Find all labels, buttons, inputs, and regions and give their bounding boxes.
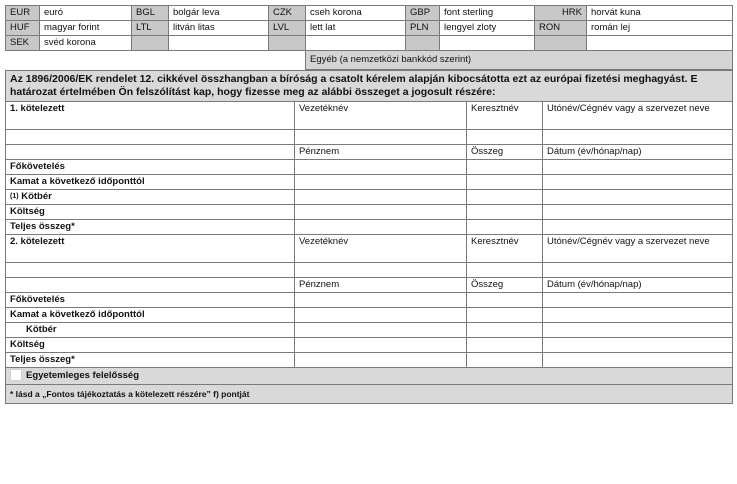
empty-cell: [440, 36, 535, 51]
claim-row: [6, 205, 733, 220]
row-label: Főkövetelés: [6, 293, 295, 308]
row-label: Kamat a következő időponttól: [6, 308, 295, 323]
other-currency-label: Egyéb (a nemzetközi bankkód szerint): [306, 51, 733, 70]
date-field[interactable]: [543, 308, 733, 323]
amount-label: Összeg: [467, 145, 543, 160]
row-label: Teljes összeg*: [6, 353, 295, 368]
currency-name: litván litas: [169, 21, 269, 36]
amount-header-row: [6, 278, 733, 293]
claim-row: [6, 353, 733, 368]
currency-table: [5, 5, 733, 70]
amount-field[interactable]: [467, 353, 543, 368]
row-label: Költség: [6, 205, 295, 220]
amount-field[interactable]: [467, 205, 543, 220]
company-label: Utónév/Cégnév vagy a szervezet neve: [543, 235, 733, 263]
empty-cell: [406, 36, 440, 51]
date-field[interactable]: [543, 323, 733, 338]
footnote-mark: (1): [10, 193, 19, 200]
amount-field[interactable]: [467, 323, 543, 338]
currency-name: horvát kuna: [587, 6, 733, 21]
date-field[interactable]: [543, 175, 733, 190]
currency-field[interactable]: [295, 190, 467, 205]
company-label: Utónév/Cégnév vagy a szervezet neve: [543, 102, 733, 130]
joint-liability-label: Egyetemleges felelősség: [26, 370, 139, 381]
currency-name: magyar forint: [40, 21, 132, 36]
currency-code: CZK: [269, 6, 306, 21]
joint-liability-cell: [6, 368, 733, 385]
empty-cell: [306, 36, 406, 51]
currency-code: LVL: [269, 21, 306, 36]
claim-row: [6, 190, 733, 205]
payment-order-form: [5, 5, 732, 404]
empty-cell: [6, 51, 306, 70]
firstname-field[interactable]: [467, 130, 543, 145]
joint-liability-checkbox[interactable]: [10, 369, 22, 381]
empty-cell: [6, 278, 295, 293]
currency-field[interactable]: [295, 220, 467, 235]
row-label: Teljes összeg*: [6, 220, 295, 235]
debtor1-title: 1. kötelezett: [6, 102, 295, 130]
currency-field[interactable]: [295, 160, 467, 175]
currency-name: cseh korona: [306, 6, 406, 21]
surname-field[interactable]: [295, 263, 467, 278]
other-currency-row: [6, 51, 733, 70]
currency-name: bolgár leva: [169, 6, 269, 21]
row-label: Költség: [6, 338, 295, 353]
date-field[interactable]: [543, 293, 733, 308]
debtor-name-input-row: [6, 130, 733, 145]
empty-cell: [6, 145, 295, 160]
currency-field[interactable]: [295, 293, 467, 308]
currency-name: lett lat: [306, 21, 406, 36]
debtor-table: [5, 70, 733, 404]
currency-code: EUR: [6, 6, 40, 21]
empty-cell: [535, 36, 587, 51]
currency-name: font sterling: [440, 6, 535, 21]
claim-row: [6, 338, 733, 353]
amount-field[interactable]: [467, 220, 543, 235]
currency-field[interactable]: [295, 353, 467, 368]
currency-field[interactable]: [295, 175, 467, 190]
empty-cell: [169, 36, 269, 51]
company-field[interactable]: [543, 130, 733, 145]
amount-field[interactable]: [467, 338, 543, 353]
currency-code: PLN: [406, 21, 440, 36]
currency-name: svéd korona: [40, 36, 132, 51]
currency-field[interactable]: [295, 308, 467, 323]
firstname-label: Keresztnév: [467, 235, 543, 263]
currency-code: BGL: [132, 6, 169, 21]
debtor2-title: 2. kötelezett: [6, 235, 295, 263]
currency-row: [6, 6, 733, 21]
currency-name: román lej: [587, 21, 733, 36]
firstname-label: Keresztnév: [467, 102, 543, 130]
amount-field[interactable]: [467, 160, 543, 175]
currency-field[interactable]: [295, 205, 467, 220]
joint-liability-row: [6, 368, 733, 385]
surname-field[interactable]: [295, 130, 467, 145]
debtor-name-input-row: [6, 263, 733, 278]
claim-row: [6, 323, 733, 338]
surname-label: Vezetéknév: [295, 235, 467, 263]
company-field[interactable]: [543, 263, 733, 278]
currency-field[interactable]: [295, 338, 467, 353]
currency-label: Pénznem: [295, 278, 467, 293]
amount-field[interactable]: [467, 190, 543, 205]
currency-code: HUF: [6, 21, 40, 36]
empty-cell: [587, 36, 733, 51]
currency-code: HRK: [535, 6, 587, 21]
empty-cell: [6, 130, 295, 145]
claim-row: [6, 220, 733, 235]
claim-row: [6, 160, 733, 175]
claim-row: [6, 308, 733, 323]
empty-cell: [269, 36, 306, 51]
currency-code: SEK: [6, 36, 40, 51]
date-field[interactable]: [543, 190, 733, 205]
amount-field[interactable]: [467, 175, 543, 190]
date-field[interactable]: [543, 205, 733, 220]
currency-row: [6, 21, 733, 36]
empty-cell: [6, 263, 295, 278]
footnote-text: * lásd a „Fontos tájékoztatás a kötelezett részére” f) pontját: [6, 385, 733, 404]
empty-cell: [132, 36, 169, 51]
debtor-header-row: [6, 235, 733, 263]
currency-code: GBP: [406, 6, 440, 21]
claim-row: [6, 175, 733, 190]
date-field[interactable]: [543, 338, 733, 353]
currency-field[interactable]: [295, 323, 467, 338]
intro-row: [6, 71, 733, 102]
row-label: Kötbér: [6, 323, 295, 338]
amount-field[interactable]: [467, 293, 543, 308]
currency-row: [6, 36, 733, 51]
currency-label: Pénznem: [295, 145, 467, 160]
currency-name: euró: [40, 6, 132, 21]
footnote-row: [6, 385, 733, 404]
currency-name: lengyel zloty: [440, 21, 535, 36]
claim-row: [6, 293, 733, 308]
intro-text: Az 1896/2006/EK rendelet 12. cikkével összhangban a bíróság a csatolt kérelem alapján kibocsátotta ezt az európai fizetési meghagyást. E határozat értelmében Ön felszólítást kap, hogy fizesse meg az alábbi összeget a jogosult részére:: [6, 71, 733, 102]
date-field[interactable]: [543, 160, 733, 175]
amount-field[interactable]: [467, 308, 543, 323]
date-field[interactable]: [543, 353, 733, 368]
currency-code: LTL: [132, 21, 169, 36]
row-label: Kamat a következő időponttól: [6, 175, 295, 190]
row-label: Főkövetelés: [6, 160, 295, 175]
date-label: Dátum (év/hónap/nap): [543, 145, 733, 160]
date-field[interactable]: [543, 220, 733, 235]
firstname-field[interactable]: [467, 263, 543, 278]
amount-label: Összeg: [467, 278, 543, 293]
debtor-header-row: [6, 102, 733, 130]
date-label: Dátum (év/hónap/nap): [543, 278, 733, 293]
row-label: Kötbér: [21, 191, 52, 202]
surname-label: Vezetéknév: [295, 102, 467, 130]
row-label-with-note: [6, 190, 295, 205]
currency-code: RON: [535, 21, 587, 36]
amount-header-row: [6, 145, 733, 160]
